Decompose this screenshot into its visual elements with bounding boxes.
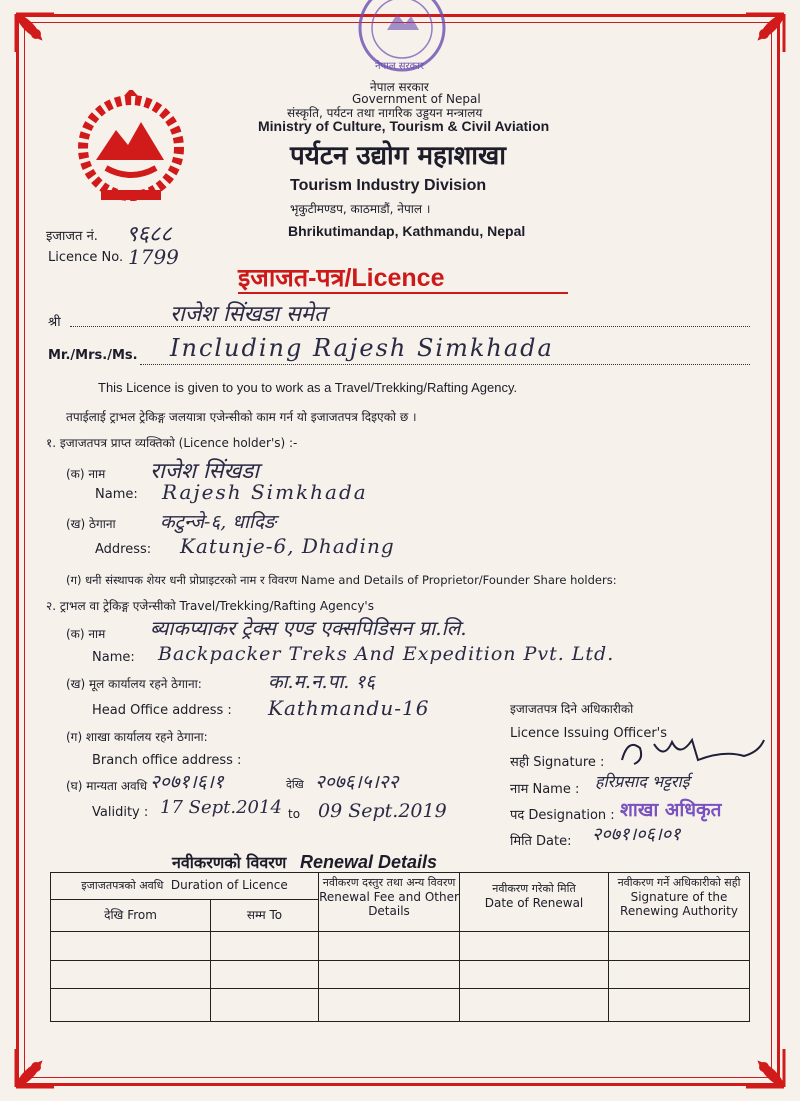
issuer-heading-en: Licence Issuing Officer's bbox=[510, 726, 668, 741]
col-signature-np: नवीकरण गर्ने अधिकारीको सही bbox=[617, 876, 741, 889]
division-np: पर्यटन उद्योग महाशाखा bbox=[290, 141, 506, 171]
validity-to-np: २०७६।५।२२ bbox=[315, 771, 399, 793]
corner-ornament-bottom-left bbox=[14, 1029, 74, 1089]
corner-ornament-top-right bbox=[726, 12, 786, 72]
date-value: २०७१।०६।०१ bbox=[592, 824, 681, 845]
table-row bbox=[51, 932, 750, 961]
division-en: Tourism Industry Division bbox=[290, 177, 487, 194]
issuer-signature bbox=[614, 730, 774, 775]
renewal-title-np: नवीकरणको विवरण bbox=[172, 853, 287, 872]
holder-name-label-np: (क) नाम bbox=[66, 467, 106, 481]
renewal-table bbox=[50, 872, 750, 1022]
holder-name-en: Rajesh Simkhada bbox=[162, 480, 368, 504]
licence-no-value-en: 1799 bbox=[128, 245, 179, 269]
licence-no-label-en: Licence No. bbox=[48, 250, 124, 265]
validity-to-word-np: देखि bbox=[286, 778, 304, 791]
validity-label-en: Validity : bbox=[92, 805, 149, 820]
corner-ornament-bottom-right bbox=[726, 1029, 786, 1089]
renewal-title-en: Renewal Details bbox=[299, 852, 438, 872]
title-underline bbox=[238, 292, 568, 294]
gov-en: Government of Nepal bbox=[352, 92, 481, 106]
holder-address-label-en: Address: bbox=[95, 542, 152, 557]
stamp-text: नेपाल सरकार bbox=[375, 61, 424, 72]
agency-heading: २. ट्राभल वा ट्रेकिङ्ग एजेन्सीको Travel/Trekking/Rafting Agency's bbox=[46, 599, 374, 613]
licence-title bbox=[238, 260, 445, 294]
signature-label: सही Signature : bbox=[510, 755, 605, 770]
head-office-label-en: Head Office address : bbox=[92, 703, 232, 718]
col-fee-header bbox=[319, 873, 460, 932]
holder-address-en: Katunje-6, Dhading bbox=[180, 534, 395, 558]
col-signature-header bbox=[609, 873, 750, 932]
gov-np: नेपाल सरकार bbox=[370, 80, 429, 94]
head-office-label-np: (ख) मूल कार्यालय रहने ठेगाना: bbox=[66, 677, 202, 691]
address-en: Bhrikutimandap, Kathmandu, Nepal bbox=[288, 223, 526, 239]
renewal-title bbox=[172, 851, 437, 873]
mr-mrs-label: Mr./Mrs./Ms. bbox=[48, 348, 138, 363]
shri-label: श्री bbox=[48, 315, 61, 330]
validity-label-np: (घ) मान्यता अवधि bbox=[66, 779, 148, 793]
holder-heading: १. इजाजतपत्र प्राप्त व्यक्तिको (Licence holder's) :- bbox=[46, 436, 298, 450]
designation-stamp: शाखा अधिकृत bbox=[620, 799, 722, 821]
col-date-en: Date of Renewal bbox=[484, 896, 584, 910]
col-date-header bbox=[460, 873, 609, 932]
holder-address-label-np: (ख) ठेगाना bbox=[66, 517, 116, 531]
col-duration-np: इजाजतपत्रको अवधि bbox=[81, 879, 164, 892]
table-header-row bbox=[51, 873, 750, 900]
col-fee-np: नवीकरण दस्तुर तथा अन्य विवरण bbox=[322, 876, 456, 889]
table-row bbox=[51, 960, 750, 989]
validity-to-word-en: to bbox=[288, 807, 301, 821]
holder-name-label-en: Name: bbox=[95, 487, 138, 502]
ministry-np: संस्कृति, पर्यटन तथा नागरिक उड्डयन मन्त्रालय bbox=[287, 106, 483, 120]
title-en: /Licence bbox=[344, 264, 445, 292]
col-from-header: देखि From bbox=[51, 899, 211, 932]
licence-no-value-np: ९६८८ bbox=[126, 222, 172, 247]
agency-name-en: Backpacker Treks And Expedition Pvt. Ltd. bbox=[158, 643, 615, 665]
agency-name-np: ब्याकप्याकर ट्रेक्स एण्ड एक्सपिडिसन प्रा.लि. bbox=[150, 616, 467, 640]
agency-name-label-en: Name: bbox=[92, 650, 135, 665]
body-line-en: This Licence is given to you to work as a Travel/Trekking/Rafting Agency. bbox=[98, 380, 518, 395]
ministry-en: Ministry of Culture, Tourism & Civil Aviation bbox=[258, 118, 550, 134]
official-stamp bbox=[335, 0, 470, 80]
recipient-name-en: Including Rajesh Simkhada bbox=[170, 334, 554, 362]
branch-label-np: (ग) शाखा कार्यालय रहने ठेगाना: bbox=[66, 730, 208, 744]
validity-from-en: 17 Sept.2014 bbox=[160, 797, 282, 818]
col-to-header: सम्म To bbox=[211, 899, 319, 932]
body-line-np: तपाईलाई ट्राभल ट्रेकिङ्ग जलयात्रा एजेन्सीको काम गर्न यो इजाजतपत्र दिइएको छ । bbox=[66, 410, 417, 424]
agency-name-label-np: (क) नाम bbox=[66, 627, 106, 641]
col-duration-en: Duration of Licence bbox=[170, 878, 288, 892]
branch-label-en: Branch office address : bbox=[92, 753, 242, 768]
col-duration-header bbox=[51, 873, 319, 900]
col-signature-en: Signature of the Renewing Authority bbox=[620, 890, 738, 918]
title-np: इजाजत-पत्र bbox=[238, 264, 345, 292]
licence-no-label-np: इजाजत नं. bbox=[46, 229, 98, 244]
corner-ornament-top-left bbox=[14, 12, 74, 72]
designation-label: पद Designation : bbox=[510, 808, 615, 823]
head-office-np: का.म.न.पा. १६ bbox=[268, 671, 376, 693]
holder-proprietor-label: (ग) धनी संस्थापक शेयर धनी प्रोप्राइटरको नाम र विवरण Name and Details of Proprietor/Founder Share holders: bbox=[66, 573, 617, 587]
head-office-en: Kathmandu-16 bbox=[268, 696, 430, 720]
table-row bbox=[51, 989, 750, 1022]
col-date-np: नवीकरण गरेको मिति bbox=[492, 882, 576, 895]
validity-from-np: २०७१।६।१ bbox=[150, 771, 224, 793]
holder-address-np: कटुन्जे-६, धादिङ bbox=[160, 511, 277, 533]
address-np: भृकुटीमण्डप, काठमाडौं, नेपाल । bbox=[290, 202, 431, 216]
holder-name-np: राजेश सिंखडा bbox=[150, 459, 260, 484]
recipient-name-np: राजेश सिंखडा समेत bbox=[170, 302, 327, 327]
issuer-name-label: नाम Name : bbox=[510, 782, 580, 797]
validity-to-en: 09 Sept.2019 bbox=[318, 800, 447, 822]
col-fee-en: Renewal Fee and Other Details bbox=[319, 890, 459, 918]
dotted-line bbox=[140, 364, 750, 365]
issuer-heading-np: इजाजतपत्र दिने अधिकारीको bbox=[510, 702, 634, 716]
nepal-emblem-icon bbox=[66, 90, 196, 212]
issuer-name-value: हरिप्रसाद भट्टराई bbox=[595, 772, 690, 791]
date-label: मिति Date: bbox=[510, 834, 572, 849]
